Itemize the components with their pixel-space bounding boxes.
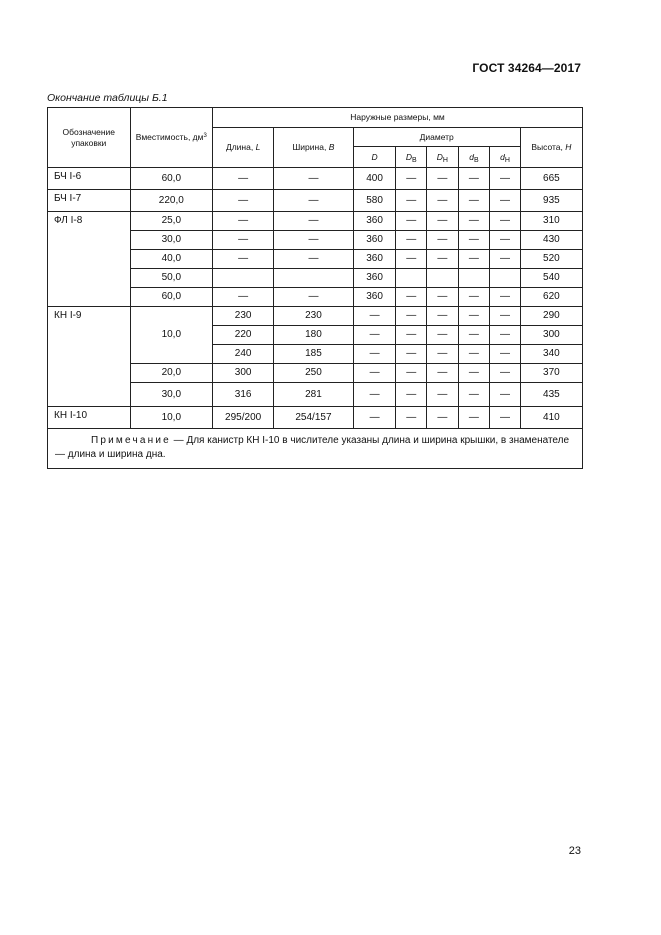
cell-DH: — — [427, 383, 459, 407]
page-number: 23 — [568, 845, 581, 857]
table-row — [48, 407, 583, 429]
cell-H: 435 — [520, 383, 582, 407]
document-code: ГОСТ 34264—2017 — [472, 61, 581, 75]
cell-dB: — — [458, 288, 490, 307]
cell-capacity: 40,0 — [130, 250, 213, 269]
cell-H: 340 — [520, 345, 582, 364]
cell-dB: — — [458, 250, 490, 269]
cell-D: 360 — [353, 212, 396, 231]
cell-DB: — — [396, 307, 427, 326]
cell-DB: — — [396, 168, 427, 190]
header-width: Ширина, B — [274, 128, 353, 168]
cell-dH: — — [490, 190, 521, 212]
table-note-row — [48, 429, 583, 469]
cell-dH: — — [490, 383, 521, 407]
cell-DB: — — [396, 326, 427, 345]
cell-capacity: 10,0 — [130, 307, 213, 364]
cell-dB: — — [458, 345, 490, 364]
cell-length: 316 — [213, 383, 274, 407]
header-capacity: Вместимость, $дм^3$ — [130, 108, 213, 168]
cell-H: 310 — [520, 212, 582, 231]
cell-DB: — — [396, 231, 427, 250]
cell-DH — [427, 269, 459, 288]
cell-dB: — — [458, 307, 490, 326]
cell-dB: — — [458, 326, 490, 345]
cell-DH: — — [427, 190, 459, 212]
cell-capacity: 30,0 — [130, 383, 213, 407]
cell-DB: — — [396, 364, 427, 383]
cell-width: — — [274, 288, 353, 307]
header-diameter: Диаметр — [353, 128, 520, 147]
dimensions-table — [47, 107, 583, 469]
header-diameter-dB: $d_В$ — [458, 147, 490, 168]
cell-width: — — [274, 250, 353, 269]
cell-dH: — — [490, 250, 521, 269]
cell-DH: — — [427, 168, 459, 190]
cell-DB — [396, 269, 427, 288]
cell-D: — — [353, 345, 396, 364]
cell-capacity: 50,0 — [130, 269, 213, 288]
cell-length: — — [213, 190, 274, 212]
cell-D: — — [353, 364, 396, 383]
header-designation: Обозначение упаковки — [48, 108, 131, 168]
cell-width: 230 — [274, 307, 353, 326]
cell-capacity: 30,0 — [130, 231, 213, 250]
cell-dB: — — [458, 168, 490, 190]
note-text: — Для канистр КН I-10 в числителе указаны длина и ширина крышки, в знаменателе — длина и ширина дна. — [55, 435, 570, 460]
table-row — [48, 307, 583, 326]
cell-length: — — [213, 168, 274, 190]
cell-dH: — — [490, 345, 521, 364]
cell-DH: — — [427, 345, 459, 364]
cell-width: 180 — [274, 326, 353, 345]
cell-D: 580 — [353, 190, 396, 212]
cell-width: — — [274, 190, 353, 212]
cell-D: 360 — [353, 250, 396, 269]
header-outer-dimensions: Наружные размеры, мм — [213, 108, 583, 128]
cell-DH: — — [427, 231, 459, 250]
cell-DB: — — [396, 383, 427, 407]
cell-width: 250 — [274, 364, 353, 383]
cell-D: 360 — [353, 288, 396, 307]
cell-dH: — — [490, 326, 521, 345]
header-diameter-DH: $D_Н$ — [427, 147, 459, 168]
cell-DB: — — [396, 212, 427, 231]
cell-D: — — [353, 307, 396, 326]
cell-DB: — — [396, 190, 427, 212]
cell-length: — — [213, 288, 274, 307]
cell-dH: — — [490, 307, 521, 326]
cell-DB: — — [396, 250, 427, 269]
cell-H: 290 — [520, 307, 582, 326]
cell-dB: — — [458, 407, 490, 429]
cell-width: — — [274, 231, 353, 250]
cell-DH: — — [427, 407, 459, 429]
note-label: Примечание — [91, 435, 171, 446]
cell-capacity: 10,0 — [130, 407, 213, 429]
cell-dH — [490, 269, 521, 288]
cell-D: — — [353, 407, 396, 429]
cell-capacity: 25,0 — [130, 212, 213, 231]
cell-H: 410 — [520, 407, 582, 429]
cell-name: БЧ I-6 — [48, 168, 131, 190]
cell-dH: — — [490, 407, 521, 429]
cell-H: 520 — [520, 250, 582, 269]
cell-dH: — — [490, 288, 521, 307]
cell-capacity: 20,0 — [130, 364, 213, 383]
cell-width: 281 — [274, 383, 353, 407]
cell-dB: — — [458, 190, 490, 212]
cell-dH: — — [490, 212, 521, 231]
cell-H: 540 — [520, 269, 582, 288]
cell-length: 295/200 — [213, 407, 274, 429]
cell-width: — — [274, 168, 353, 190]
header-length: Длина, L — [213, 128, 274, 168]
cell-D: — — [353, 326, 396, 345]
cell-length: — — [213, 212, 274, 231]
cell-name: БЧ I-7 — [48, 190, 131, 212]
cell-D: 360 — [353, 231, 396, 250]
cell-dH: — — [490, 168, 521, 190]
cell-H: 370 — [520, 364, 582, 383]
cell-length: — — [213, 231, 274, 250]
table-row — [48, 212, 583, 231]
cell-dB: — — [458, 231, 490, 250]
cell-DH: — — [427, 250, 459, 269]
cell-DH: — — [427, 326, 459, 345]
cell-H: 620 — [520, 288, 582, 307]
cell-DH: — — [427, 307, 459, 326]
cell-dH: — — [490, 231, 521, 250]
cell-width: — — [274, 212, 353, 231]
table-note — [48, 429, 583, 469]
cell-length — [213, 269, 274, 288]
cell-H: 430 — [520, 231, 582, 250]
cell-DH: — — [427, 288, 459, 307]
cell-width: 254/157 — [274, 407, 353, 429]
cell-width: 185 — [274, 345, 353, 364]
cell-length: 300 — [213, 364, 274, 383]
cell-DB: — — [396, 407, 427, 429]
cell-dH: — — [490, 364, 521, 383]
cell-name: ФЛ I-8 — [48, 212, 131, 307]
cell-DB: — — [396, 345, 427, 364]
cell-DH: — — [427, 364, 459, 383]
table-caption: Окончание таблицы Б.1 — [47, 92, 168, 104]
cell-dB: — — [458, 383, 490, 407]
cell-dB — [458, 269, 490, 288]
cell-H: 935 — [520, 190, 582, 212]
cell-H: 665 — [520, 168, 582, 190]
cell-DB: — — [396, 288, 427, 307]
cell-D: — — [353, 383, 396, 407]
header-height: Высота, H — [520, 128, 582, 168]
cell-D: 400 — [353, 168, 396, 190]
header-diameter-dH: $d_Н$ — [490, 147, 521, 168]
cell-dB: — — [458, 212, 490, 231]
cell-name: КН I-10 — [48, 407, 131, 429]
header-diameter-DB: $D_В$ — [396, 147, 427, 168]
table-row — [48, 190, 583, 212]
cell-capacity: 60,0 — [130, 168, 213, 190]
cell-dB: — — [458, 364, 490, 383]
header-diameter-D: D — [353, 147, 396, 168]
cell-capacity: 220,0 — [130, 190, 213, 212]
cell-width — [274, 269, 353, 288]
table-row — [48, 168, 583, 190]
cell-length: 230 — [213, 307, 274, 326]
cell-name: КН I-9 — [48, 307, 131, 407]
cell-H: 300 — [520, 326, 582, 345]
cell-length: 240 — [213, 345, 274, 364]
cell-length: 220 — [213, 326, 274, 345]
cell-capacity: 60,0 — [130, 288, 213, 307]
cell-length: — — [213, 250, 274, 269]
cell-D: 360 — [353, 269, 396, 288]
cell-DH: — — [427, 212, 459, 231]
